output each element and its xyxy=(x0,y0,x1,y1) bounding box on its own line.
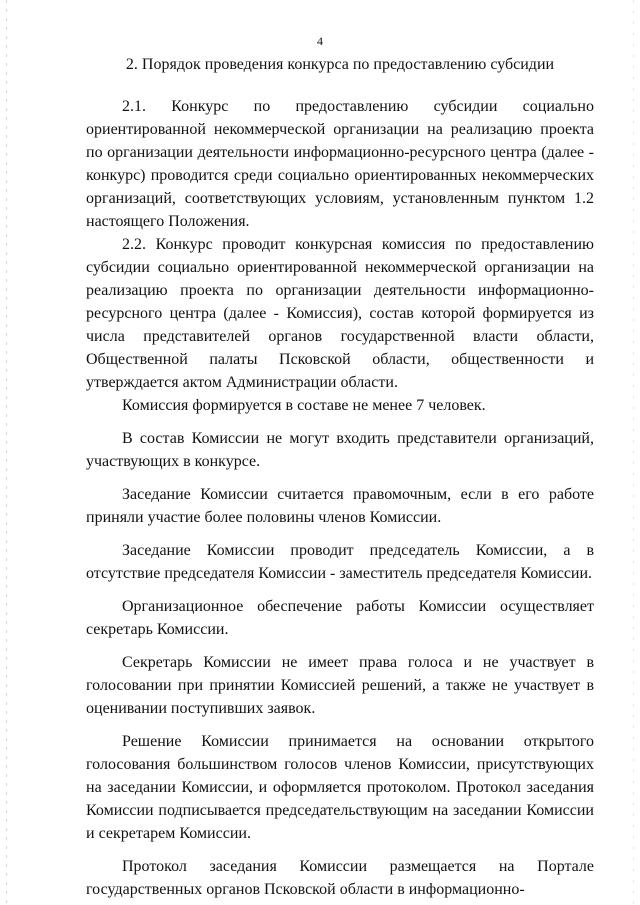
paragraph-commission-size: Комиссия формируется в составе не менее 7 человек. xyxy=(122,397,486,414)
paragraph-2-1: 2.1. Конкурс по предоставлению субсидии социально ориентированной некоммерческой организации на реализацию проекта по организации деятельности информационно-ресурсного центра (далее - конкурс) проводится среди социально ориентированных некоммерческих организаций, соответствующих условиям, установленным пунктом 1.2 настоящего Положения. xyxy=(86,98,594,230)
section-title: 2. Порядок проведения конкурса по предоставлению субсидии xyxy=(125,56,555,73)
paragraph-protocol-publication: Протокол заседания Комиссии размещается на Портале государственных органов Псковской области в информационно- xyxy=(86,858,594,898)
paragraph-secretary-vote: Секретарь Комиссии не имеет права голоса и не участвует в голосовании при принятии Комиссией решений, а также не участвует в оценивании поступивших заявок. xyxy=(86,654,594,717)
paragraph-2-2: 2.2. Конкурс проводит конкурсная комиссия по предоставлению субсидии социально ориентированной некоммерческой организации на реализацию проекта по организации деятельности информационно-ресурсного центра (далее - Комиссия), состав которой формируется из числа представителей органов государственной власти области, Общественной палаты Псковской области, общественности и утверждается актом Администрации области. xyxy=(86,236,594,391)
paragraph-chair: Заседание Комиссии проводит председатель Комиссии, а в отсутствие председателя Комиссии - заместитель председателя Комиссии. xyxy=(86,542,594,582)
scan-edge-left xyxy=(6,0,7,905)
paragraph-commission-exclusion: В состав Комиссии не могут входить представители организаций, участвующих в конкурсе. xyxy=(86,430,594,470)
paragraph-decision: Решение Комиссии принимается на основании открытого голосования большинством голосов членов Комиссии, присутствующих на заседании Комиссии, и оформляется протоколом. Протокол заседания Комиссии подписывается председательствующим на заседании Комиссии и секретарем Комиссии. xyxy=(86,733,594,842)
paragraph-secretary-role: Организационное обеспечение работы Комиссии осуществляет секретарь Комиссии. xyxy=(86,598,594,638)
scan-edge-right xyxy=(633,0,634,905)
page-number: 4 xyxy=(317,34,323,48)
document-body xyxy=(86,95,594,901)
paragraph-quorum: Заседание Комиссии считается правомочным, если в его работе приняли участие более половины членов Комиссии. xyxy=(86,486,594,526)
